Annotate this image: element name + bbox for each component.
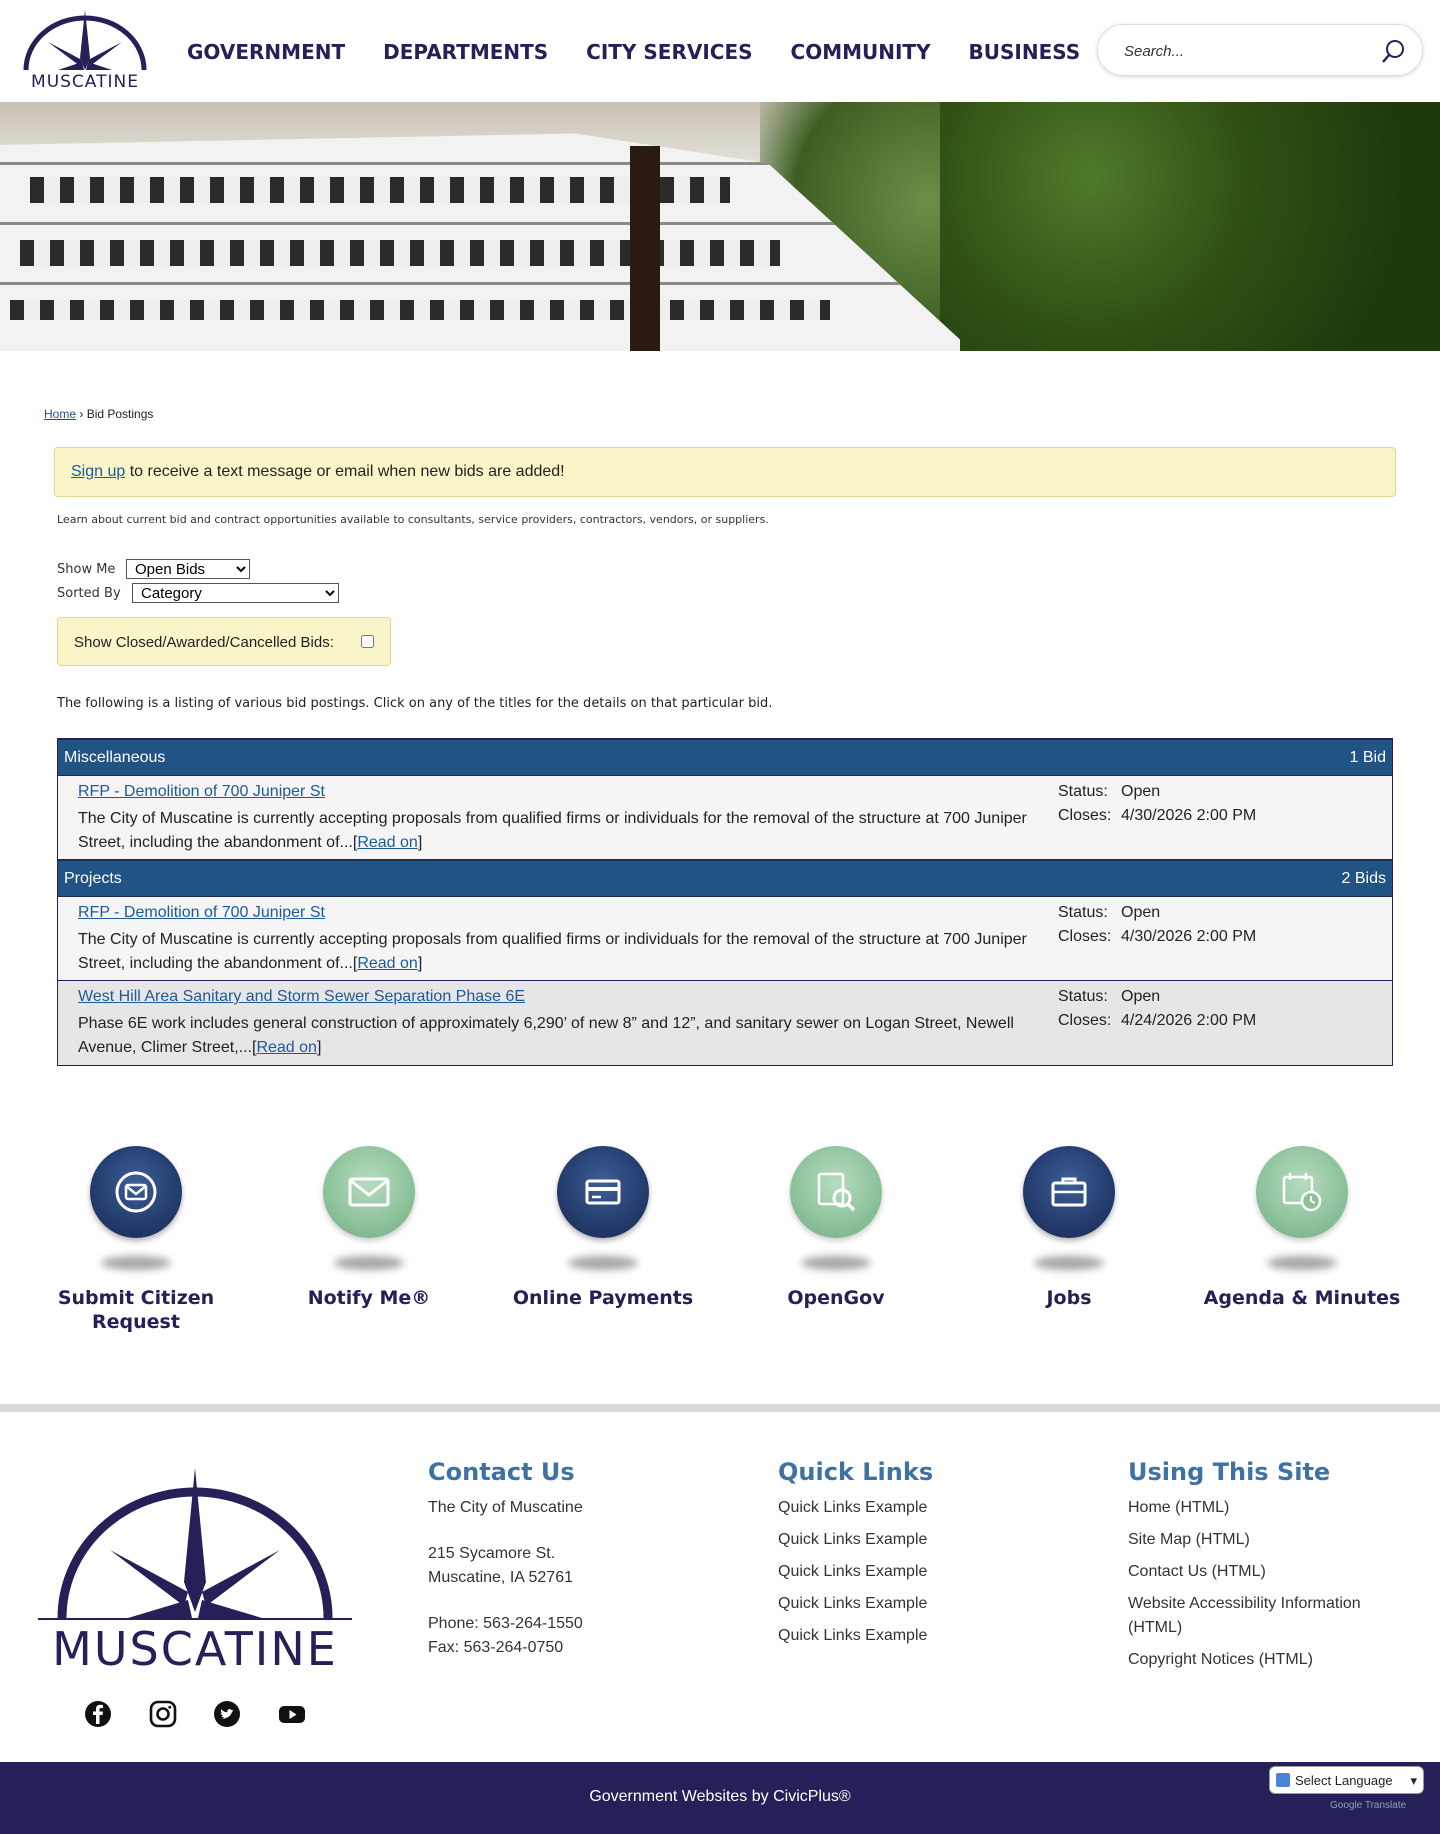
quick-link-online-payments[interactable]	[498, 1146, 708, 1346]
quick-link-submit-citizen-request[interactable]	[31, 1146, 241, 1346]
logo-text: MUSCATINE	[31, 72, 139, 92]
quick-link-shadow	[1267, 1256, 1337, 1270]
briefcase-icon	[1045, 1168, 1093, 1216]
signup-link[interactable]: Sign up	[71, 463, 126, 480]
footer-quick-link[interactable]: Quick Links Example	[778, 1563, 928, 1580]
quick-link-agenda-minutes[interactable]	[1197, 1146, 1407, 1346]
category-count: 1 Bid	[1349, 749, 1386, 766]
category-count: 2 Bids	[1341, 870, 1386, 887]
bid-title-link[interactable]: RFP - Demolition of 700 Juniper St	[78, 783, 325, 800]
quick-link-circle	[90, 1146, 182, 1238]
instagram-icon[interactable]	[148, 1699, 178, 1729]
quick-link-label: OpenGov	[787, 1287, 885, 1309]
category-header-projects	[58, 860, 1392, 897]
bid-table	[57, 738, 1393, 1066]
footer-quick-links-heading: Quick Links	[778, 1458, 934, 1486]
quick-link-shadow	[334, 1256, 404, 1270]
quick-link-shadow	[101, 1256, 171, 1270]
site-footer	[0, 1404, 1440, 1762]
quick-link-circle	[1256, 1146, 1348, 1238]
footer-link-copyright[interactable]: Copyright Notices (HTML)	[1128, 1651, 1313, 1668]
closes-label: Closes:	[1058, 1012, 1112, 1029]
signup-alert	[54, 447, 1396, 497]
closes-label: Closes:	[1058, 807, 1112, 824]
quick-link-label: Submit Citizen Request	[57, 1287, 215, 1333]
bid-title-link[interactable]: RFP - Demolition of 700 Juniper St	[78, 904, 325, 921]
banner-mooring-post	[630, 146, 660, 351]
footer-link-accessibility[interactable]: Website Accessibility Information	[1128, 1595, 1361, 1612]
category-header-miscellaneous	[58, 739, 1392, 776]
google-translate-icon	[1276, 1773, 1290, 1787]
credit-card-icon	[579, 1168, 627, 1216]
footer-contact-heading: Contact Us	[428, 1458, 575, 1486]
compass-star-icon	[38, 1462, 352, 1622]
category-name: Projects	[64, 870, 122, 887]
muscatine-logo[interactable]	[18, 8, 152, 96]
sorted-by-select[interactable]	[132, 583, 339, 603]
closes-value: 4/30/2026 2:00 PM	[1121, 928, 1257, 945]
language-select-label: Select Language	[1295, 1773, 1393, 1788]
read-on-link[interactable]: Read on	[357, 834, 418, 851]
search-icon[interactable]	[1380, 37, 1408, 65]
show-closed-box	[57, 617, 391, 666]
breadcrumb	[44, 407, 153, 421]
breadcrumb-home-link[interactable]: Home	[44, 407, 77, 421]
closes-value: 4/30/2026 2:00 PM	[1121, 807, 1257, 824]
twitter-icon[interactable]	[212, 1699, 242, 1729]
mail-icon	[345, 1168, 393, 1216]
show-me-label: Show Me	[57, 562, 116, 577]
bid-description: Phase 6E work includes general construction of approximately 6,290’ of new 8” and 12”, and sanitary sewer on Logan Street, Newell Avenue, Climer Street,...[Read on]	[78, 1015, 1014, 1056]
language-select[interactable]	[1269, 1766, 1424, 1794]
quick-link-circle	[1023, 1146, 1115, 1238]
bid-row	[58, 776, 1392, 860]
bid-title-link[interactable]: West Hill Area Sanitary and Storm Sewer Separation Phase 6E	[78, 988, 526, 1005]
jobs-search-icon	[812, 1168, 860, 1216]
calendar-clock-icon	[1278, 1168, 1326, 1216]
listing-description: The following is a listing of various bid postings. Click on any of the titles for the details on that particular bid.	[57, 696, 773, 711]
civicplus-credit-link[interactable]: Government Websites by CivicPlus®	[589, 1788, 851, 1805]
nav-community[interactable]: COMMUNITY	[790, 40, 931, 64]
quick-link-shadow	[801, 1256, 871, 1270]
category-name: Miscellaneous	[64, 749, 166, 766]
youtube-icon[interactable]	[277, 1699, 307, 1729]
closes-label: Closes:	[1058, 928, 1112, 945]
read-on-link[interactable]: Read on	[256, 1039, 317, 1056]
search-box	[1097, 24, 1423, 76]
bid-description: The City of Muscatine is currently accepting proposals from qualified firms or individuals for the removal of the structure at 700 Juniper Street, including the abandonment of...[Read on]	[78, 810, 1027, 851]
contact-street: 215 Sycamore St.	[428, 1545, 556, 1562]
quick-link-label: Agenda & Minutes	[1203, 1287, 1401, 1309]
quick-link-opengov[interactable]	[731, 1146, 941, 1346]
footer-logo[interactable]	[38, 1462, 352, 1676]
footer-quick-links-column	[778, 1458, 933, 1656]
quick-link-jobs[interactable]	[964, 1146, 1174, 1346]
bid-row	[58, 981, 1392, 1065]
envelope-circle-icon	[112, 1168, 160, 1216]
show-closed-label: Show Closed/Awarded/Cancelled Bids:	[74, 634, 334, 651]
footer-link-contact[interactable]: Contact Us (HTML)	[1128, 1563, 1266, 1580]
quick-link-label: Jobs	[1046, 1287, 1092, 1309]
contact-phone: Phone: 563-264-1550	[428, 1615, 583, 1632]
main-nav	[187, 40, 1118, 64]
quick-link-label: Notify Me®	[307, 1287, 431, 1309]
footer-logo-text: MUSCATINE	[52, 1622, 338, 1676]
status-label: Status:	[1058, 783, 1108, 800]
footer-using-site-column	[1128, 1458, 1361, 1680]
banner-trees	[940, 102, 1440, 351]
quick-link-circle	[557, 1146, 649, 1238]
read-on-link[interactable]: Read on	[357, 955, 418, 972]
search-input[interactable]	[1124, 39, 1364, 63]
chevron-down-icon: ▾	[1410, 1773, 1417, 1788]
status-value: Open	[1121, 988, 1161, 1005]
footer-contact-column	[428, 1458, 583, 1660]
quick-link-circle	[790, 1146, 882, 1238]
footer-link-site-map[interactable]: Site Map (HTML)	[1128, 1531, 1250, 1548]
site-header	[0, 0, 1440, 102]
footer-quick-link[interactable]: Quick Links Example	[778, 1627, 928, 1644]
quick-link-shadow	[568, 1256, 638, 1270]
status-label: Status:	[1058, 988, 1108, 1005]
nav-departments[interactable]: DEPARTMENTS	[383, 40, 549, 64]
footer-quick-link[interactable]: Quick Links Example	[778, 1595, 928, 1612]
footer-link-home[interactable]: Home (HTML)	[1128, 1499, 1230, 1516]
footer-quick-link[interactable]: Quick Links Example	[778, 1499, 928, 1516]
status-value: Open	[1121, 904, 1161, 921]
quick-link-label: Online Payments	[512, 1287, 694, 1309]
footer-using-site-heading: Using This Site	[1128, 1458, 1331, 1486]
status-value: Open	[1121, 783, 1161, 800]
nav-government[interactable]: GOVERNMENT	[187, 40, 346, 64]
nav-business[interactable]: BUSINESS	[968, 40, 1081, 64]
quick-link-shadow	[1034, 1256, 1104, 1270]
status-label: Status:	[1058, 904, 1108, 921]
breadcrumb-current: Bid Postings	[86, 407, 154, 421]
alert-text: to receive a text message or email when new bids are added!	[125, 463, 565, 480]
compass-star-icon	[18, 8, 152, 78]
google-translate-credit: Google Translate	[1330, 1800, 1407, 1811]
quick-link-notify-me[interactable]	[264, 1146, 474, 1346]
closes-value: 4/24/2026 2:00 PM	[1121, 1012, 1257, 1029]
show-closed-checkbox[interactable]	[361, 635, 374, 648]
footer-link-accessibility-html[interactable]: (HTML)	[1128, 1619, 1183, 1636]
contact-city: Muscatine, IA 52761	[428, 1569, 573, 1586]
bid-description: The City of Muscatine is currently accepting proposals from qualified firms or individuals for the removal of the structure at 700 Juniper Street, including the abandonment of...[Read on]	[78, 931, 1027, 972]
hero-banner-image	[0, 102, 1440, 351]
contact-org: The City of Muscatine	[428, 1499, 583, 1516]
quick-link-circle	[323, 1146, 415, 1238]
sorted-by-label: Sorted By	[57, 586, 121, 601]
breadcrumb-separator: ›	[79, 407, 84, 421]
contact-fax: Fax: 563-264-0750	[428, 1639, 564, 1656]
bid-row	[58, 897, 1392, 981]
intro-text: Learn about current bid and contract opportunities available to consultants, service providers, contractors, vendors, or suppliers.	[57, 513, 769, 526]
nav-city-services[interactable]: CITY SERVICES	[586, 40, 753, 64]
facebook-icon[interactable]	[83, 1699, 113, 1729]
show-me-select[interactable]	[126, 559, 250, 579]
bottom-bar	[0, 1762, 1440, 1834]
footer-quick-link[interactable]: Quick Links Example	[778, 1531, 928, 1548]
